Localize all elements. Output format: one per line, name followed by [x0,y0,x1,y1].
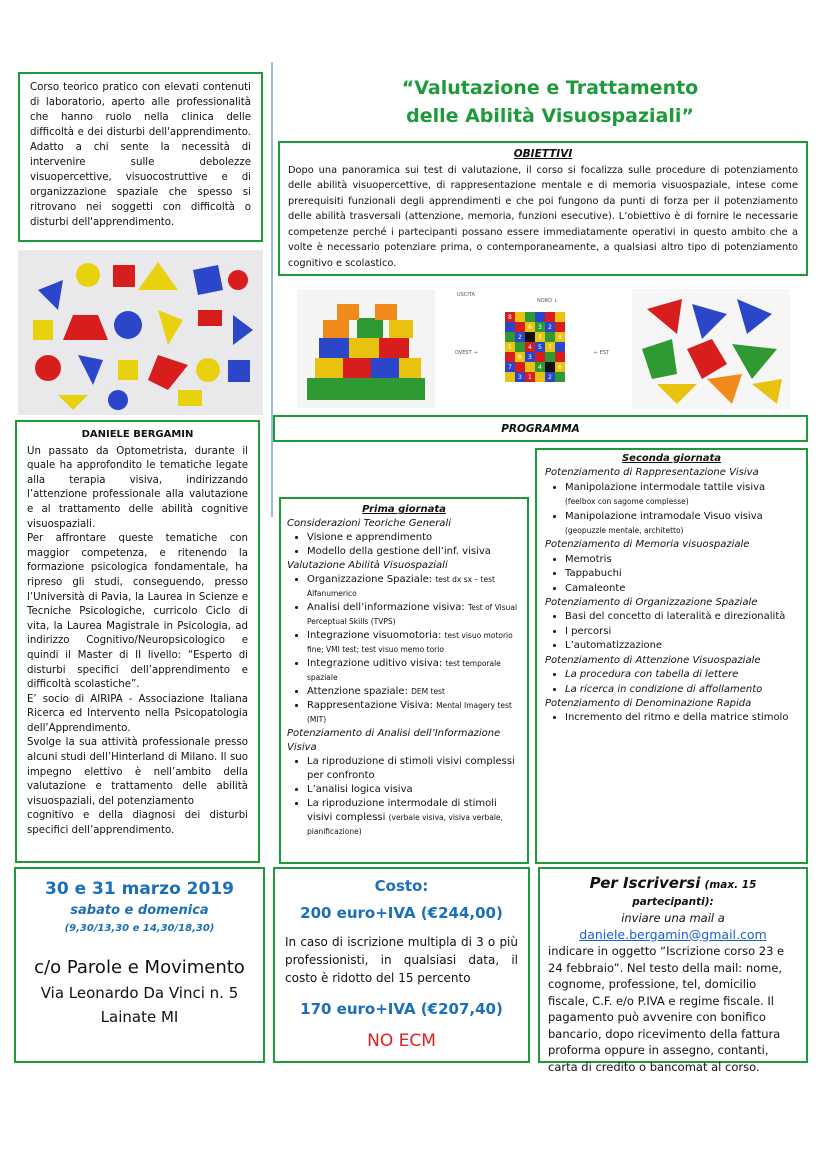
list-item: • Rappresentazione Visiva: Mental Imagery test (MIT) [307,699,521,727]
course-title [300,74,800,130]
no-ecm-label: NO ECM [367,1031,436,1051]
list-item: • Attenzione spaziale: DEM test [307,685,521,699]
tangram-photo [632,289,790,409]
grid-cell-number: 7 [508,364,512,371]
column-divider [271,62,273,517]
grid-cell-number: 3 [538,324,542,331]
bio-paragraph: cognitivo e della diagnosi dei disturbi specifici dell’apprendimento. [27,810,248,837]
lego-construction-photo [297,290,435,408]
grid-label-west: OVEST → [455,350,478,356]
bio-paragraph: E’ socio di AIRIPA - Associazione Italiana Ricerca ed Intervento nella Psicopatologia dell’Apprendimento. [27,693,248,734]
course-hours: (9,30/13,30 e 14,30/18,30) [64,923,215,934]
program-header [273,415,808,442]
bio-paragraph: Per affrontare queste tematiche con maggior competenza, e ritenendo la formazione psicologica fondamentale, ha ripreso gli studi, conseguendo, presso l’Università di Pavia, la Laurea in Scienze e Tecniche Psicologiche, curricolo Ciclo di vita, la Laurea Magistrale in Psicologia, ad indirizzo Cognitivo/Neuropsicologico e quindi il Master di II livello: “Esperto di disturbi specifici dell’apprendimento e difficoltà scolastiche”. [27,533,248,691]
grid-cell-number: 4 [528,344,532,351]
grid-label-east: ← EST [593,350,609,356]
objectives-text: Dopo una panoramica sui test di valutazione, il corso si focalizza sulle procedure di potenziamento delle abilità visuopercettive, di rappresentazione mentale e di memoria visuospaziale, intese come prerequisiti funzionali degli apprendimenti e che poi fungono da punti di forza per il potenziamento delle abilità trasversali (attenzione, memoria, funzioni esecutive). L’obiettivo è di fornire le necessarie competenze perché i partecipanti possano essere immediatamente operativi in questo ambito che a volte è necessario potenziare prima, o contemporaneamente, a qualsiasi altro tipo di potenziamento cognitivo e scolastico. [288,164,798,269]
list-item: • Organizzazione Spaziale: test dx sx – test Alfanumerico [307,573,521,601]
second-day-box [535,448,808,864]
bio-paragraph: Svolge la sua attività professionale presso alcuni studi dell’Hinterland di Milano. Il suo impegno elettivo è nell’ambito della valutazione e trattamento delle abilità visuospaziali, del potenziamento [27,737,248,807]
bio-box [15,420,260,863]
second-day-title: Seconda giornata [621,453,722,464]
day2-section-2: Potenziamento di Memoria visuospaziale [545,539,750,551]
day1-section-2: Valutazione Abilità Visuospaziali [287,560,448,571]
list-item: • I percorsi [565,625,798,639]
first-day-box [279,497,529,864]
email-link[interactable]: daniele.bergamin@gmail.com [579,926,767,942]
list-item: • L’analisi logica visiva [307,783,521,797]
day2-section-3: Potenziamento di Organizzazione Spaziale [545,597,758,609]
list-item: • La riproduzione intermodale di stimoli visivi complessi (verbale visiva, visiva verbale, pianificazione) [307,797,521,839]
list-item: • Basi del concetto di lateralità e direzionalità [565,610,798,624]
cost-discount-text: In caso di iscrizione multipla di 3 o più professionisti, in qualsiasi data, il costo è ridotto del 15 percento [285,935,518,985]
subscribe-box [538,867,808,1074]
grid-cell-number: 7 [548,344,552,351]
first-day-title: Prima giornata [362,504,446,515]
list-item: • Integrazione uditivo visiva: test temporale spaziale [307,657,521,685]
grid-cell-number: 2 [518,334,522,341]
grid-cell-number: 4 [538,364,542,371]
program-heading: PROGRAMMA [501,423,580,435]
objectives-box [278,141,808,276]
subscribe-send-text: inviare una mail a [621,911,725,925]
list-item: • La riproduzione di stimoli visivi complessi per confronto [307,755,521,783]
geometric-shapes-photo [18,250,263,415]
list-item: • Manipolazione intramodale Visuo visiva (geopuzzle mentale, architetto) [565,510,798,539]
orientation-grid [453,290,611,400]
grid-cell-number: 5 [538,344,542,351]
grid-cell-number: 3 [528,354,532,361]
list-item: • La ricerca in condizione di affollamento [565,683,798,697]
grid-cell-number: 5 [508,344,512,351]
grid-cell-number: 3 [518,374,522,381]
day1-section-3: Potenziamento di Analisi dell’Informazione Visiva [287,728,501,753]
list-item: • Camaleonte [565,582,798,596]
intro-box [18,72,263,242]
list-item: • Analisi dell’informazione visiva: Test of Visual Perceptual Skills (TVPS) [307,601,521,629]
grid-cell-number: 6 [558,364,562,371]
grid-cell-number: 8 [518,354,522,361]
list-item: • L’automatizzazione [565,639,798,653]
course-dates: 30 e 31 marzo 2019 [45,879,234,899]
course-weekdays: sabato e domenica [70,903,209,918]
venue-name: c/o Parole e Movimento [34,957,245,978]
title-line-2: delle Abilità Visuospaziali” [406,105,694,127]
list-item: • Tappabuchi [565,567,798,581]
objectives-heading: OBIETTIVI [513,148,573,160]
day1-section-1: Considerazioni Teoriche Generali [287,518,451,529]
subscribe-instructions: indicare in oggetto “Iscrizione corso 23 e 24 febbraio”. Nel testo della mail: nome, cognome, professione, tel, domicilio fiscale, C.F. e/o P.IVA e regime fiscale. Il pagamento può avvenire con bonifico bancario, dopo ricevimento della fattura proforma oppure in assegno, contanti, carta di credito o bancomat al corso. [548,944,785,1074]
cost-reduced-price: 170 euro+IVA (€207,40) [300,1000,503,1018]
venue-city: Lainate MI [100,1008,179,1026]
list-item: • Integrazione visuomotoria: test visuo motorio fine; VMI test; test visuo memo torio [307,629,521,657]
grid-label-exit: USCITA [457,292,475,298]
grid-cell-number: 3 [538,334,542,341]
dates-box [14,867,265,1063]
day2-section-1: Potenziamento di Rappresentazione Visiva [545,467,759,479]
cost-box [273,867,530,1063]
cost-heading: Costo: [374,877,429,895]
list-item: • La procedura con tabella di lettere [565,668,798,682]
intro-text: Corso teorico pratico con elevati contenuti di laboratorio, aperto alle professionalità che hanno ruolo nella clinica delle difficoltà e dei disturbi dell'apprendimento. Adatto a chi sente la necessità di intervenire sulle debolezze visuopercettive, visuocostruttive e di organizzazione spaziale che spesso si ritrovano nei soggetti con difficoltà o disturbi dell'apprendimento. [30,82,251,228]
list-item: • Memotris [565,553,798,567]
list-item: • Modello della gestione dell’inf. visiva [307,545,521,559]
list-item: • Incremento del ritmo e della matrice stimolo [565,711,798,725]
grid-cell-number: 8 [558,334,562,341]
grid-cell-number: 1 [528,374,532,381]
grid-label-north: NORD ↓ [537,298,558,304]
grid-cell-number: 8 [508,314,512,321]
bio-paragraph: Un passato da Optometrista, durante il quale ha approfondito le tematiche legate alla terapia visiva, indirizzando l’attenzione professionale alla valutazione e al trattamento delle abilità cognitive visuospaziali. [27,445,248,530]
cost-price: 200 euro+IVA (€244,00) [300,904,503,922]
venue-address: Via Leonardo Da Vinci n. 5 [40,984,239,1002]
grid-cell-number: 2 [548,324,552,331]
title-line-1: “Valutazione e Trattamento [401,77,699,99]
grid-cell-number: 2 [548,374,552,381]
day2-section-5: Potenziamento di Denominazione Rapida [545,697,752,709]
subscribe-heading: Per Iscriversi (max. 15 partecipanti): [589,874,757,908]
bio-name: DANIELE BERGAMIN [81,429,194,440]
day2-section-4: Potenziamento di Attenzione Visuospaziale [545,654,761,666]
list-item: • Manipolazione intermodale tattile visiva (feelbox con sagome complesse) [565,481,798,510]
grid-cell-number: 6 [528,324,532,331]
list-item: • Visione e apprendimento [307,531,521,545]
